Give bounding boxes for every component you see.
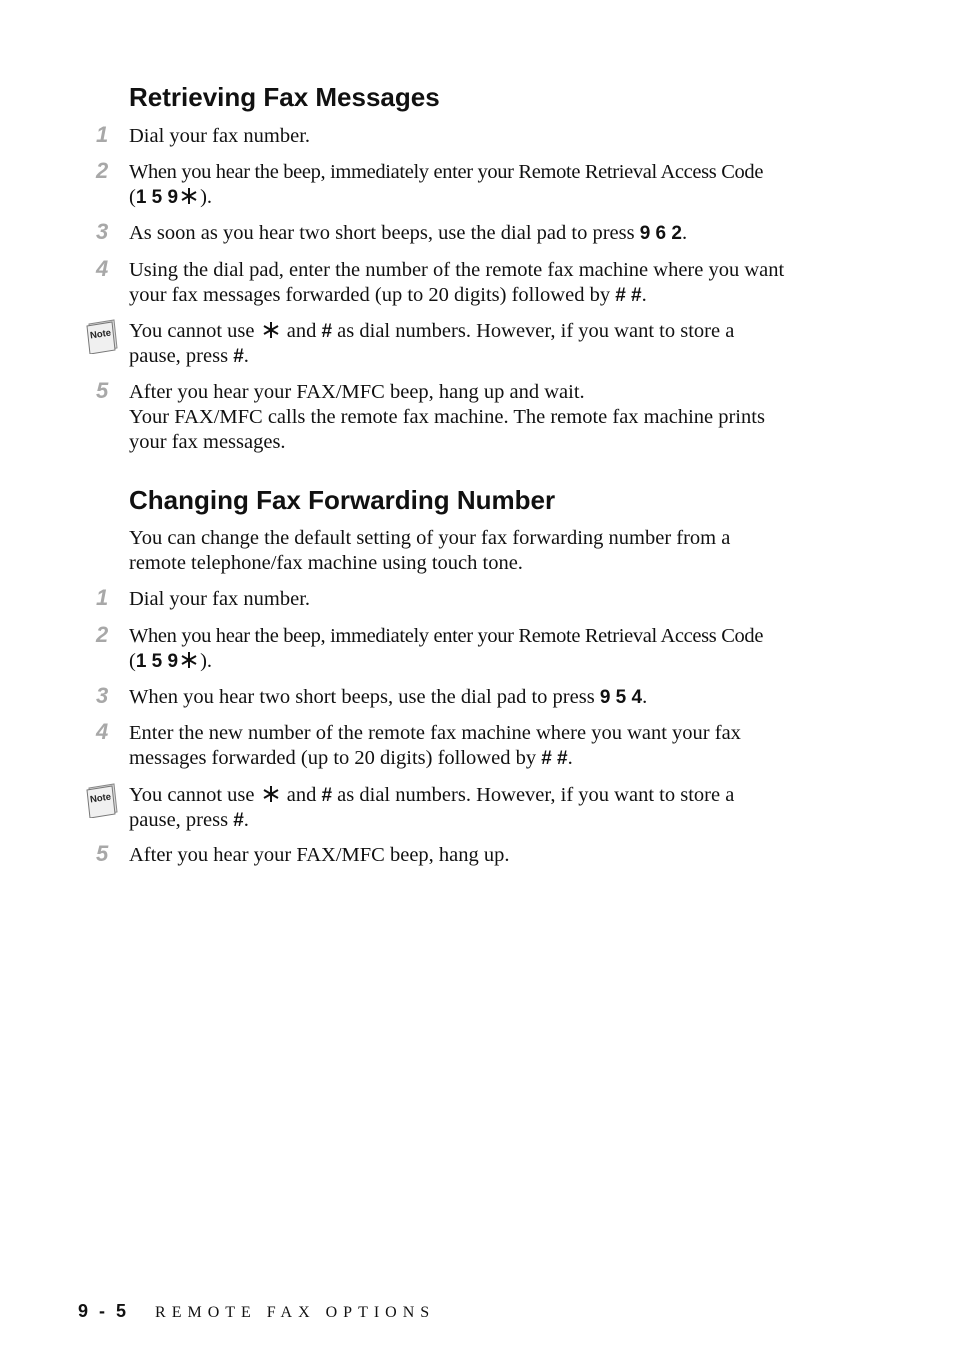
step-line: After you hear your FAX/MFC beep, hang up.: [129, 844, 510, 866]
note-line: [129, 319, 829, 344]
dial-code: # #: [615, 285, 642, 306]
period: .: [681, 222, 688, 244]
dial-code: 9 6 2: [639, 223, 682, 244]
step-line: Dial your fax number.: [129, 588, 311, 610]
period: .: [243, 809, 249, 831]
step-number: 4: [96, 719, 109, 744]
step-line-text: When you hear two short beeps, use the dial pad to press: [129, 686, 595, 708]
note-icon: [86, 782, 120, 818]
intro-text: [129, 526, 829, 576]
step-number: 5: [96, 378, 109, 403]
step-text: [129, 160, 829, 210]
step-line: [129, 685, 829, 710]
intro-line: remote telephone/fax machine using touch tone.: [129, 552, 523, 574]
hash-key: #: [321, 321, 333, 342]
access-code: 1 5 9: [135, 187, 179, 208]
hash-key: #: [233, 810, 244, 831]
period: .: [243, 345, 249, 367]
step-line: Using the dial pad, enter the number of the remote fax machine where you want: [129, 259, 785, 281]
access-code: 1 5 9: [135, 651, 179, 672]
step-line: Dial your fax number.: [129, 125, 311, 147]
step-line: [129, 746, 829, 771]
section-heading-changing: Changing Fax Forwarding Number: [129, 485, 556, 515]
note-label: Note: [89, 791, 112, 806]
note-line-text: as dial numbers. However, if you want to store a: [337, 320, 735, 342]
step-line: After you hear your FAX/MFC beep, hang up and wait.: [129, 381, 585, 403]
step-number: 1: [96, 122, 109, 147]
page-number: 9 - 5: [78, 1301, 130, 1321]
note-line-text: as dial numbers. However, if you want to store a: [337, 784, 735, 806]
note-line: [129, 783, 829, 808]
note-line-text: You cannot use: [129, 320, 255, 342]
step-line: [129, 221, 829, 246]
step-text: [129, 587, 829, 612]
step-line: When you hear the beep, immediately enter your Remote Retrieval Access Code: [129, 625, 764, 647]
period: .: [641, 284, 647, 306]
period: .: [642, 686, 648, 708]
note-line-text: pause, press: [129, 345, 229, 367]
step-text: [129, 721, 829, 771]
step-number: 5: [96, 841, 109, 866]
note-line-text: You cannot use: [129, 784, 255, 806]
step-line-text: messages forwarded (up to 20 digits) followed by: [129, 747, 537, 769]
step-text: [129, 221, 829, 246]
star-key-icon: [262, 321, 280, 339]
star-key-icon: [180, 651, 198, 669]
paren-close: ).: [200, 650, 213, 672]
step-line: Your FAX/MFC calls the remote fax machine. The remote fax machine prints: [129, 406, 765, 428]
dial-code: # #: [541, 748, 568, 769]
star-key-icon: [180, 187, 198, 205]
period: .: [567, 747, 573, 769]
step-text: [129, 843, 829, 868]
note-line-text: and: [286, 784, 317, 806]
paren-open: (: [129, 650, 136, 672]
step-number: 1: [96, 585, 109, 610]
star-key-icon: [262, 785, 280, 803]
step-line-text: your fax messages forwarded (up to 20 digits) followed by: [129, 284, 611, 306]
step-line: [129, 185, 829, 210]
step-line: When you hear the beep, immediately enter your Remote Retrieval Access Code: [129, 161, 764, 183]
step-number: 2: [96, 622, 109, 647]
step-text: [129, 685, 829, 710]
note-text: [129, 319, 829, 369]
hash-key: #: [321, 785, 333, 806]
paren-close: ).: [200, 186, 213, 208]
note-line-text: and: [286, 320, 317, 342]
note-line-text: pause, press: [129, 809, 229, 831]
note-line: [129, 344, 829, 369]
chapter-title: REMOTE FAX OPTIONS: [155, 1304, 436, 1321]
step-line: [129, 283, 829, 308]
page-footer: [78, 1300, 435, 1324]
step-number: 3: [96, 219, 109, 244]
step-number: 4: [96, 256, 109, 281]
step-line: your fax messages.: [129, 431, 286, 453]
step-text: [129, 624, 829, 674]
step-line: [129, 649, 829, 674]
paren-open: (: [129, 186, 136, 208]
dial-code: 9 5 4: [599, 687, 643, 708]
note-label: Note: [89, 327, 112, 342]
step-number: 2: [96, 158, 109, 183]
step-text: [129, 258, 829, 308]
step-text: [129, 380, 829, 455]
step-line-text: As soon as you hear two short beeps, use the dial pad to press: [129, 222, 635, 244]
hash-key: #: [233, 346, 244, 367]
section-heading-retrieving: Retrieving Fax Messages: [129, 82, 440, 112]
note-text: [129, 783, 829, 833]
step-number: 3: [96, 683, 109, 708]
note-icon: [86, 318, 120, 354]
step-line: Enter the new number of the remote fax machine where you want your fax: [129, 722, 741, 744]
note-line: [129, 808, 829, 833]
step-text: [129, 124, 829, 149]
intro-line: You can change the default setting of your fax forwarding number from a: [129, 527, 731, 549]
